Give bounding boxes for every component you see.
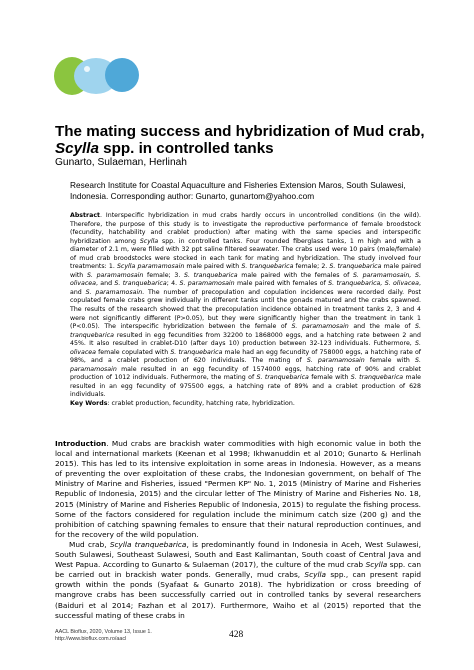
- journal-logo: [52, 54, 142, 98]
- introduction: [55, 439, 421, 621]
- affiliation: Research Institute for Coastal Aquaculture and Fisheries Extension Maros, South Sulawesi, Indonesia. Corresponding author: Gunarto, gunartom@yahoo.com: [70, 180, 406, 201]
- footer-url[interactable]: http://www.bioflux.com.ro/aacl: [55, 636, 127, 642]
- logo-blue-oval: [105, 58, 139, 92]
- intro-paragraph-2: Mud crab, Scylla tranquebarica, is predominantly found in Indonesia in Aceh, West Sulawesi, South Sulawesi, Southeast Sulawesi, South and East Kalimantan, South coast of Central Java and West Papua. According to Gunarto & Sulaeman (2017), the culture of the mud crab Scylla spp. can be carried out in brackish water ponds. Generally, mud crabs, Scylla spp., can present rapid growth within the ponds (Syafaat & Gunarto 2018). The hybridization or cross breeding of mangrove crabs has been successfully carried out in controlled tanks by several researchers (Baiduri et al 2014; Fazhan et al 2017). Furthermore, Waiho et al (2015) reported that the successful mating of these crabs in: [55, 539, 421, 620]
- footer-citation: AACL Bioflux, 2020, Volume 13, Issue 1.: [55, 629, 152, 635]
- intro-paragraph-1: Introduction. Mud crabs are brackish water commodities with high economic value in both the local and international markets (Keenan et al 1998; Ikhwanuddin et al 2010; Gunarto & Herlinah 2015). This has led to its intensive exploitation in some areas in Indonesia. However, as a means of preventing the over exploitation of these crabs, the Indonesian government, on behalf of The Ministry of Marine and Fisheries, issued "Permen KP" No. 1, 2015 (Ministry of Marine and Fisheries Republic of Indonesia, 2015) and the circular letter of The Ministry of Marine and Fisheries No. 18, 2015 (Ministry of Marine and Fisheries Republic of Indonesia, 2015) to regulate the fishing process. Some of the factors considered for regulation include the minimum catch size (200 g) and the prohibition of catching spawning females to ensure that their natural reproduction continues, and for the recovery of the wild population.: [55, 439, 421, 539]
- paper-title: The mating success and hybridization of Mud crab, Scylla spp. in controlled tanks: [55, 123, 425, 157]
- footer: [55, 629, 152, 643]
- abstract: Abstract. Interspecific hybridization in mud crabs hardly occurs in uncontrolled conditions (in the wild). Therefore, the purpose of this study is to investigate the reproductive performance of female broodstock (fecundity, hatchability and crablet production) after mating with the same species and interspecific hybridization among Scylla spp. in controlled tanks. Four rounded fiberglass tanks, 1 m high and with a diameter of 2.1 m, were filled with 32 ppt saline filtered seawater. The crabs used were 10 pairs (male/female) of mud crab broodstocks were stocked in each tank for mating and hybridization. The study involved four treatments: 1. Scylla paramamosain male paired with S. tranquebarica female; 2. S. tranquebarica male paired with S. paramamosain female; 3. S. tranquebarica male paired with the females of S. paramamosain, S. olivacea, and S. tranquebarica; 4. S. paramamosain male paired with females of S. tranquebarica, S. olivacea, and S. paramamosain. The number of precopulation and copulation incidences were recorded daily. Post copulated female crabs grew individually in different tanks until the gonads matured and the crabs spawned. The results of the research showed that the precopulation incidence obtained in treatment tanks 2, 3 and 4 were not significantly different (P>0.05), but they were significantly higher than the treatment in tank 1 (P<0.05). The interspecific hybridization between the female of S. paramamosain and the male of S. tranquebarica resulted in egg fecundities from 32200 to 1868000 eggs, and a hatching rate between 2 and 45%. It also resulted in crablet-D10 (after days 10) production between 32-123 individuals. Futhermore, S. olivacea female copulated with S. tranquebarica male had an egg fecundity of 758000 eggs, a hatching rate of 98%, and a crablet production of 620 individuals. The mating of S. paramamosain female with S. paramamosain male resulted in an egg fecundity of 1574000 eggs, hatching rate of 90% and crablet production of 1012 individuals. Futhermore, the mating of S. tranquebarica female with S. tranquebarica male resulted in an egg fecundity of 975500 eggs, a hatching rate of 89% and a crablet production of 628 individuals. Key Words: crablet production, fecundity, hatching rate, hybridization.: [70, 212, 421, 408]
- keywords: Key Words: crablet production, fecundity, hatching rate, hybridization.: [70, 400, 295, 408]
- page-number: 428: [229, 630, 244, 640]
- authors: Gunarto, Sulaeman, Herlinah: [55, 157, 187, 168]
